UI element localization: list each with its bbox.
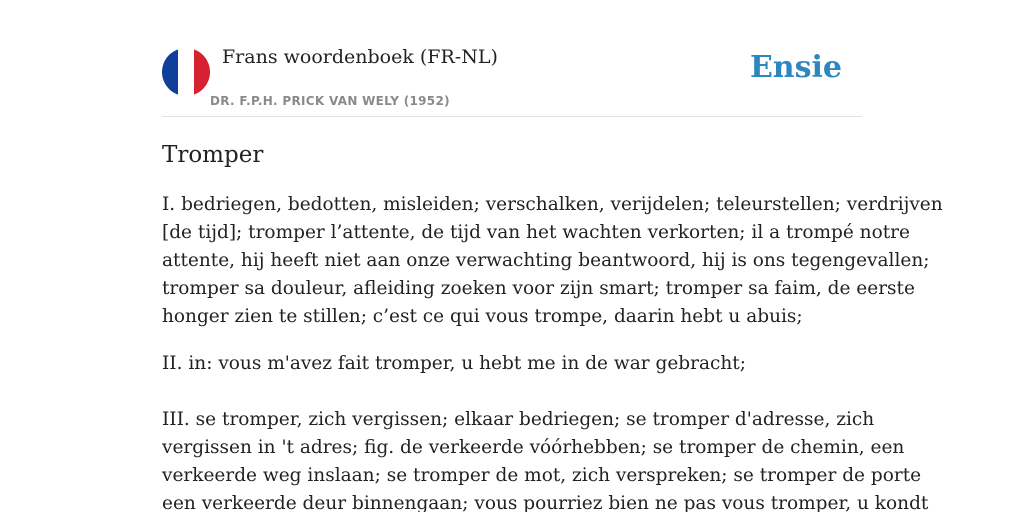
dictionary-title[interactable]: Frans woordenboek (FR-NL)	[222, 46, 498, 68]
entry-title: Tromper	[162, 142, 264, 168]
entry-content	[162, 136, 943, 512]
definition-line: [de tijd]; tromper l’attente, de tijd van het wachten verkorten; il a trompé notre	[162, 222, 910, 243]
definition-line: honger zien te stillen; c’est ce qui vous trompe, daarin hebt u abuis;	[162, 306, 803, 327]
definition-line: een verkeerde deur binnengaan; vous pourriez bien ne pas vous tromper, u kondt	[162, 493, 929, 512]
definition-line: I. bedriegen, bedotten, misleiden; verschalken, verijdelen; teleurstellen; verdrijven	[162, 194, 943, 215]
flag-stripe-blue	[162, 48, 178, 96]
definition-line: attente, hij heeft niet aan onze verwachting beantwoord, hij is ons tegengevallen;	[162, 250, 930, 271]
definition-line: vergissen in 't adres; fig. de verkeerde vóórhebben; se tromper de chemin, een	[162, 437, 905, 458]
definition-paragraph-3	[162, 406, 929, 512]
french-flag-icon	[162, 48, 210, 96]
ensie-logo-link[interactable]: Ensie	[749, 50, 842, 85]
definition-paragraph-1	[162, 191, 943, 331]
definition-line: II. in: vous m'avez fait tromper, u hebt me in de war gebracht;	[162, 353, 746, 374]
flag-stripe-white	[178, 48, 194, 96]
definition-line: III. se tromper, zich vergissen; elkaar bedriegen; se tromper d'adresse, zich	[162, 409, 875, 430]
dictionary-author: DR. F.P.H. PRICK VAN WELY (1952)	[210, 94, 450, 108]
definition-line: tromper sa douleur, afleiding zoeken voor zijn smart; tromper sa faim, de eerste	[162, 278, 915, 299]
flag-stripe-red	[194, 48, 210, 96]
dictionary-header	[162, 40, 862, 117]
definition-paragraph-2	[162, 350, 882, 378]
definition-line: verkeerde weg inslaan; se tromper de mot, zich verspreken; se tromper de porte	[162, 465, 922, 486]
